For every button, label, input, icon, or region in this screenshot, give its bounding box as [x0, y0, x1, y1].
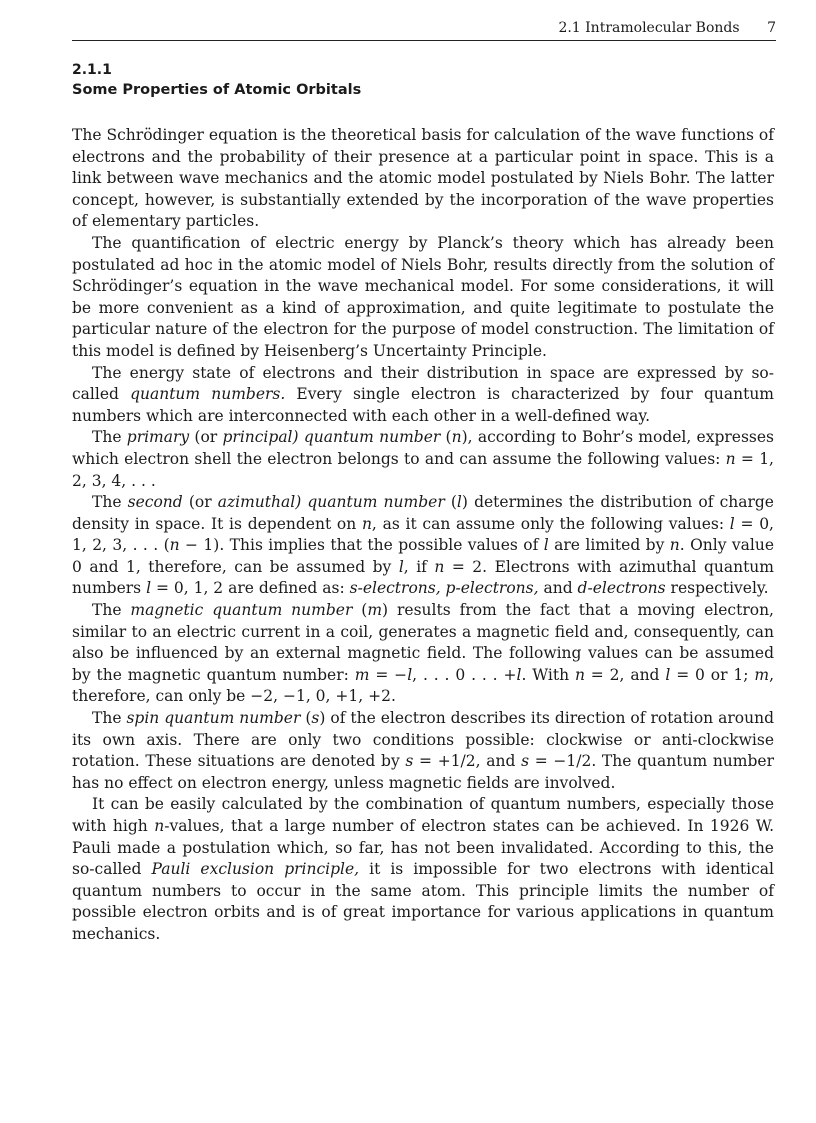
text-run: = 0, 1, 2, 3, . . . (	[72, 514, 774, 555]
italic-text: s	[405, 752, 414, 771]
text-run: respectively.	[665, 579, 769, 598]
text-run: , as it can assume only the following values:	[371, 514, 730, 533]
text-run: and	[538, 579, 578, 598]
italic-text: l	[456, 493, 462, 512]
italic-text: l	[729, 514, 735, 533]
text-run: are limited by	[548, 536, 670, 555]
text-run: . With	[521, 665, 575, 684]
text-run: The	[92, 601, 131, 620]
italic-text: n	[725, 449, 736, 468]
paragraph	[72, 233, 774, 363]
italic-text: second	[127, 493, 183, 512]
paragraph	[72, 427, 774, 492]
text-run: , if	[403, 557, 435, 576]
italic-text: n	[451, 428, 462, 447]
text-run: = 2, and	[584, 665, 666, 684]
text-run: = −	[369, 665, 408, 684]
italic-text: quantum numbers.	[130, 385, 286, 404]
italic-text: n	[669, 536, 680, 555]
text-run: it is impossible for two electrons with identical quantum numbers to occur in the same atom. This principle limits the number of possible electron orbits and is of great importance for various applications in quantum mechanics.	[72, 860, 774, 943]
text-run: , . . . 0 . . . +	[412, 665, 517, 684]
text-run: (	[352, 601, 368, 620]
paragraph	[72, 125, 774, 233]
text-run: . Only value 0 and 1, therefore, can be assumed by	[72, 536, 774, 576]
text-run: = +1/2, and	[413, 752, 522, 771]
italic-text: azimuthal) quantum number	[217, 493, 445, 512]
italic-text: s	[521, 752, 530, 771]
italic-text: l	[665, 665, 671, 684]
text-run: , therefore, can only be −2, −1, 0, +1, +2.	[72, 665, 775, 706]
text-run: ) results from the fact that a moving electron, similar to an electric current in a coil, generates a magnetic field and, consequently, can also be influenced by an external magnetic field. The following values can be assumed by the magnetic quantum number:	[72, 601, 774, 684]
paragraph	[72, 492, 774, 600]
italic-text: n	[169, 536, 180, 555]
italic-text: principal) quantum number	[222, 428, 441, 447]
text-run: -values, that a large number of electron states can be achieved. In 1926 W. Pauli made a postulation which, so far, has not been invalidated. According to this, the so-called	[72, 817, 775, 879]
text-run: The	[92, 709, 127, 728]
paragraph	[72, 708, 774, 794]
paragraph	[72, 363, 774, 428]
italic-text: s-electrons, p-electrons,	[349, 579, 539, 598]
text-run: The quantification of electric energy by Planck’s theory which has already been postulated ad hoc in the atomic model of Niels Bohr, results directly from the solution of Schrödinger’s equation in the wave mechanical model. For some considerations, it will be more convenient as a kind of approximation, and quite legitimate to postulate the particular nature of the electron for the purpose of model construction. The limitation of this model is defined by Heisenberg’s Uncertainty Principle.	[72, 233, 774, 360]
text-run: (	[300, 709, 312, 728]
running-header	[72, 20, 776, 41]
text-run: (	[444, 493, 457, 512]
italic-text: l	[398, 557, 404, 576]
italic-text: l	[543, 536, 549, 555]
section-number: 2.1.1	[72, 62, 112, 78]
italic-text: d-electrons	[577, 579, 666, 598]
italic-text: l	[516, 665, 522, 684]
body-text	[72, 125, 774, 946]
text-run: ) of the electron describes its direction of rotation around its own axis. There are only two conditions possible: clockwise or anti-clockwise rotation. These situations are denoted by	[72, 709, 774, 771]
italic-text: n	[434, 557, 445, 576]
italic-text: spin quantum number	[126, 709, 301, 728]
text-run: The Schrödinger equation is the theoretical basis for calculation of the wave functions of electrons and the probability of their presence at a particular point in space. This is a link between wave mechanics and the atomic model postulated by Niels Bohr. The latter concept, however, is substantially extended by the incorporation of the wave properties of elementary particles.	[72, 126, 774, 231]
paragraph	[72, 600, 774, 708]
text-run: ) determines the distribution of charge density in space. It is dependent on	[72, 493, 774, 533]
text-run: = −1/2. The quantum number has no effect on electron energy, unless magnetic fields are involved.	[72, 752, 774, 792]
text-run: ), according to Bohr’s model, expresses which electron shell the electron belongs to and can assume the following values:	[72, 428, 775, 468]
italic-text: Pauli exclusion principle,	[151, 860, 360, 879]
text-run: = 0 or 1;	[670, 665, 755, 684]
text-run: (or	[182, 493, 218, 512]
text-run: The	[92, 493, 128, 512]
text-run: (or	[189, 428, 223, 447]
text-run: = 2. Electrons with azimuthal quantum numbers	[72, 557, 774, 598]
italic-text: l	[146, 579, 152, 598]
running-title: 2.1 Intramolecular Bonds	[558, 20, 740, 36]
text-run: = 1, 2, 3, 4, . . .	[72, 449, 774, 490]
section-title: Some Properties of Atomic Orbitals	[72, 82, 362, 98]
italic-text: magnetic quantum number	[130, 601, 353, 620]
text-run: (	[440, 428, 452, 447]
italic-text: m	[367, 601, 383, 620]
italic-text: s	[311, 709, 320, 728]
italic-text: n	[154, 817, 165, 835]
italic-text: n	[574, 665, 585, 684]
text-run: − 1). This implies that the possible values of	[179, 536, 544, 555]
paragraph	[72, 794, 774, 945]
italic-text: m	[754, 665, 770, 684]
text-run: = 0, 1, 2 are defined as:	[151, 579, 350, 598]
text-run: Every single electron is characterized by four quantum numbers which are interconnected with each other in a well-defined way.	[72, 385, 774, 425]
italic-text: n	[361, 514, 372, 533]
italic-text: l	[407, 665, 413, 684]
page-number: 7	[767, 20, 776, 36]
text-run: It can be easily calculated by the combination of quantum numbers, especially those with high	[72, 795, 774, 835]
text-run: The energy state of electrons and their distribution in space are expressed by so-called	[72, 363, 774, 404]
italic-text: m	[354, 665, 370, 684]
text-run: The	[92, 428, 127, 447]
italic-text: primary	[126, 428, 190, 447]
